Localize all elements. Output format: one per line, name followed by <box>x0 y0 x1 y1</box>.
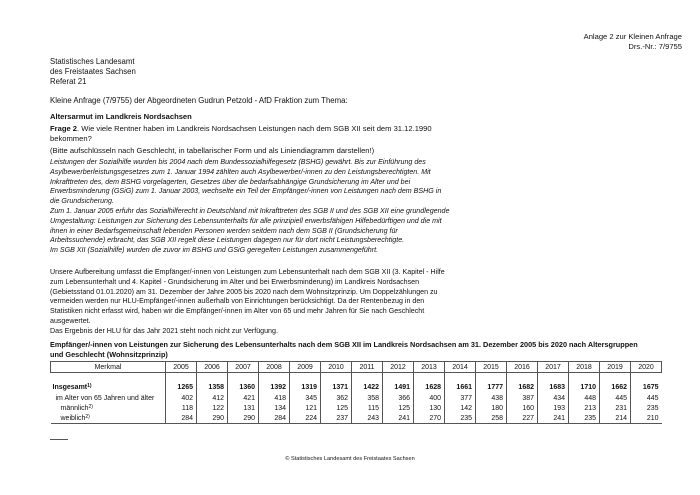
table-cell: 412 <box>197 393 228 403</box>
annex-line: Anlage 2 zur Kleinen Anfrage <box>583 32 682 41</box>
table-cell: 1319 <box>290 381 321 393</box>
table-cell: 284 <box>259 413 290 424</box>
table-cell: 400 <box>414 393 445 403</box>
table-cell: 130 <box>414 403 445 413</box>
table-cell: 445 <box>631 393 662 403</box>
table-cell: 1628 <box>414 381 445 393</box>
table-cell: 366 <box>383 393 414 403</box>
row-label-text: Insgesamt <box>52 383 88 391</box>
table-cell: 241 <box>383 413 414 424</box>
row-label <box>51 403 166 413</box>
table-cell: 284 <box>166 413 197 424</box>
footnote-marker: 2) <box>88 403 93 410</box>
table-cell: 180 <box>476 403 507 413</box>
header-year: 2020 <box>631 362 662 373</box>
document-number: Drs.-Nr.: 7/9755 <box>628 42 682 51</box>
table-cell: 1661 <box>445 381 476 393</box>
table-cell: 227 <box>507 413 538 424</box>
table-cell: 160 <box>507 403 538 413</box>
table-cell: 258 <box>476 413 507 424</box>
method-paragraph: Unsere Aufbereitung umfasst die Empfänger/-innen von Leistungen zum Lebensunterhalt nach dem SGB XII (3. Kapitel - Hilfe zum Lebensunterhalt und 4. Kapitel - Grundsicherung im Alter und bei Erwerbsminderung) im Landkreis Nordsachsen (Gebietsstand 01.01.2020) am 31. Dezember der Jahre 2005 bis 2020 nach dem Wohnsitzprinzip. Um Doppelzählungen zu vermeiden werden nur HLU-Empfänger/-innen außerhalb von Einrichtungen berücksichtigt. Da der Rentenbezug in den Statistiken nicht erfasst wird, haben wir die Empfänger/-innen im Alter von 65 und mehr Jahren für Sie nach Geschlecht ausgewertet. <box>50 268 445 325</box>
table-cell: 210 <box>631 413 662 424</box>
table-cell: 290 <box>228 413 259 424</box>
footnote-marker: 1) <box>87 382 92 389</box>
table-cell: 214 <box>600 413 631 424</box>
table-row <box>51 413 662 424</box>
method-note: Das Ergebnis der HLU für das Jahr 2021 steht noch nicht zur Verfügung. <box>50 326 278 335</box>
table-cell: 131 <box>228 403 259 413</box>
table-spacer-row <box>51 373 662 382</box>
annex-reference <box>584 32 682 52</box>
table-cell: 134 <box>259 403 290 413</box>
table-cell: 1392 <box>259 381 290 393</box>
explanation-paragraph: Leistungen der Sozialhilfe wurden bis 2004 nach dem Bundessozialhilfegesetz (BSHG) gewährt. Bis zur Einführung des Asylbewerberleistungsgesetzes zum 1. Januar 1994 zählten auch Asylbewerber/-innen zu den Leistungsberechtigten. Mit Inkrafttreten des, dem BSHG vorgelagerten, Gesetzes über die bedarfsabhängige Grundsicherung im Alter und bei Erwerbsminderung (GSiG) zum 1. Januar 2003, wechselte ein Teil der Empfänger/-innen von Leistungen nach dem BSHG in die Grundsicherung. <box>50 158 442 206</box>
row-label-text: männlich <box>60 404 89 412</box>
header-year: 2008 <box>259 362 290 373</box>
table-cell: 345 <box>290 393 321 403</box>
table-cell: 1683 <box>538 381 569 393</box>
inquiry-line: Kleine Anfrage (7/9755) der Abgeordneten Gudrun Petzold - AfD Fraktion zum Thema: <box>50 96 348 105</box>
table-cell: 1371 <box>321 381 352 393</box>
header-year: 2005 <box>166 362 197 373</box>
sender-line: des Freistaates Sachsen <box>50 67 136 76</box>
table-cell: 1710 <box>569 381 600 393</box>
table-cell: 1682 <box>507 381 538 393</box>
table-title: Empfänger/-innen von Leistungen zur Sicherung des Lebensunterhalts nach dem SGB XII im Landkreis Nordsachsen am 31. Dezember 2005 bis 2020 nach Altersgruppen und Geschlecht (Wohnsitzprinzip) <box>50 340 638 359</box>
table-cell: 125 <box>321 403 352 413</box>
method-block <box>50 268 455 337</box>
table-cell: 142 <box>445 403 476 413</box>
explanation-paragraph: Zum 1. Januar 2005 erfuhr das Sozialhilferecht in Deutschland mit Inkrafttreten des SGB II und des SGB XII eine grundlegende Umgestaltung: Leistungen zur Sicherung des Lebensunterhalts für alle prinzipiell erwerbsfähigen Hilfebedürftigen und die mit ihnen in einer Bedarfsgemeinschaft lebenden Personen werden seitdem nach dem SGB II (Grundsicherung für Arbeitssuchende) erbracht, das SGB XII regelt diese Leistungen dagegen nur für dort nicht Leistungsberechtigte. <box>50 206 450 245</box>
table-cell: 402 <box>166 393 197 403</box>
table-cell: 1675 <box>631 381 662 393</box>
footnote-marker: 2) <box>85 413 90 420</box>
table-cell: 235 <box>445 413 476 424</box>
recipients-table <box>50 361 662 424</box>
table-row <box>51 381 662 393</box>
table-cell: 235 <box>569 413 600 424</box>
table-cell: 193 <box>538 403 569 413</box>
row-label-text: im Alter von 65 Jahren und älter <box>55 394 155 402</box>
table-cell: 213 <box>569 403 600 413</box>
table-header-row <box>51 362 662 373</box>
sender-line: Referat 21 <box>50 77 87 86</box>
header-year: 2007 <box>228 362 259 373</box>
table-cell: 1360 <box>228 381 259 393</box>
header-year: 2015 <box>476 362 507 373</box>
footnote-rule <box>50 439 68 440</box>
header-year: 2011 <box>352 362 383 373</box>
table-cell: 448 <box>569 393 600 403</box>
question-text: . Wie viele Rentner haben im Landkreis Nordsachsen Leistungen nach dem SGB XII seit dem 31.12.1990 bekommen? <box>50 124 432 143</box>
header-year: 2019 <box>600 362 631 373</box>
table-cell: 438 <box>476 393 507 403</box>
table-cell: 235 <box>631 403 662 413</box>
header-year: 2016 <box>507 362 538 373</box>
header-year: 2017 <box>538 362 569 373</box>
table-cell: 237 <box>321 413 352 424</box>
table-cell: 377 <box>445 393 476 403</box>
table-cell: 118 <box>166 403 197 413</box>
row-label <box>51 393 166 403</box>
table-cell: 1265 <box>166 381 197 393</box>
table-cell: 421 <box>228 393 259 403</box>
table-cell: 1358 <box>197 381 228 393</box>
question-paragraph <box>50 124 470 144</box>
table-cell: 122 <box>197 403 228 413</box>
header-year: 2013 <box>414 362 445 373</box>
table-cell: 115 <box>352 403 383 413</box>
table-cell: 121 <box>290 403 321 413</box>
table-row <box>51 393 662 403</box>
request-hint: (Bitte aufschlüsseln nach Geschlecht, in tabellarischer Form und als Liniendiagramm darstellen!) <box>50 146 375 155</box>
header-year: 2010 <box>321 362 352 373</box>
table-cell: 1662 <box>600 381 631 393</box>
table-cell: 1777 <box>476 381 507 393</box>
table-cell: 387 <box>507 393 538 403</box>
row-label-text: weiblich <box>60 414 86 422</box>
table-cell: 241 <box>538 413 569 424</box>
table-cell: 231 <box>600 403 631 413</box>
table-cell: 358 <box>352 393 383 403</box>
copyright-footer: © Statistisches Landesamt des Freistaates Sachsen <box>285 456 415 462</box>
table-cell: 290 <box>197 413 228 424</box>
header-year: 2006 <box>197 362 228 373</box>
table-cell: 434 <box>538 393 569 403</box>
table-cell: 418 <box>259 393 290 403</box>
question-label: Frage 2 <box>50 124 78 133</box>
table-cell: 1491 <box>383 381 414 393</box>
row-label <box>51 381 166 393</box>
header-year: 2012 <box>383 362 414 373</box>
header-year: 2018 <box>569 362 600 373</box>
table-cell: 243 <box>352 413 383 424</box>
explanation-paragraph: Im SGB XII (Sozialhilfe) wurden die zuvor im BSHG und GSiG geregelten Leistungen zusammengeführt. <box>50 246 379 255</box>
header-year: 2014 <box>445 362 476 373</box>
table-cell: 224 <box>290 413 321 424</box>
explanation-block <box>50 158 450 256</box>
table-cell: 125 <box>383 403 414 413</box>
row-label <box>51 413 166 424</box>
table-cell: 362 <box>321 393 352 403</box>
sender-block <box>50 57 136 87</box>
table-cell: 270 <box>414 413 445 424</box>
table-cell: 445 <box>600 393 631 403</box>
header-year: 2009 <box>290 362 321 373</box>
sender-line: Statistisches Landesamt <box>50 57 135 66</box>
topic-heading: Altersarmut im Landkreis Nordsachsen <box>50 112 192 121</box>
table-cell: 1422 <box>352 381 383 393</box>
table-row <box>51 403 662 413</box>
header-merkmal: Merkmal <box>51 362 166 373</box>
